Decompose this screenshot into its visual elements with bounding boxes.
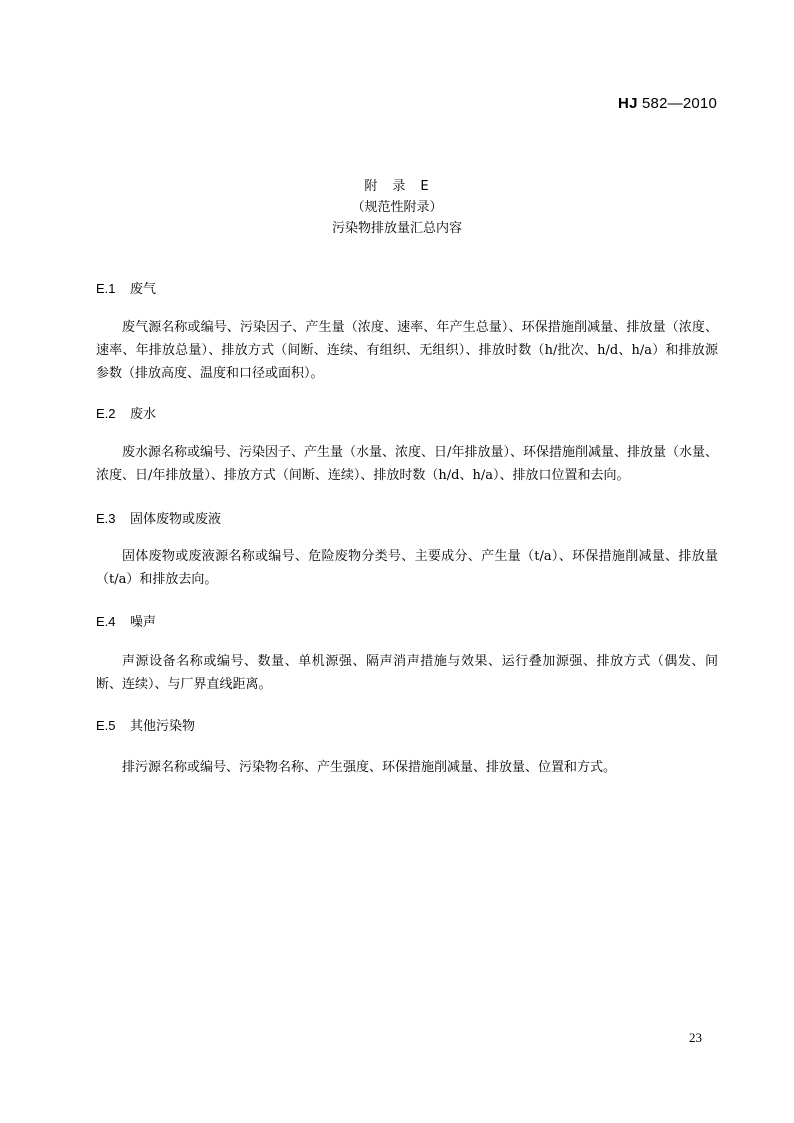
standard-number: 582—2010 — [642, 95, 717, 112]
page-number: 23 — [689, 1030, 702, 1045]
section-title: 其他污染物 — [130, 719, 196, 734]
appendix-letter: E — [420, 179, 430, 194]
section-paragraph-e5: 排污源名称或编号、污染物名称、产生强度、环保措施削减量、排放量、位置和方式。 — [122, 760, 617, 775]
section-number: E.4 — [96, 614, 116, 629]
section-title: 废气 — [130, 282, 157, 297]
section-heading-e4 — [96, 612, 156, 633]
standard-code: HJ — [618, 95, 638, 112]
document-code-header — [618, 95, 717, 112]
appendix-label-1: 附 — [364, 179, 379, 194]
section-title: 固体废物或废液 — [130, 512, 222, 527]
section-number: E.5 — [96, 718, 116, 733]
section-heading-e1 — [96, 279, 156, 300]
section-heading-e2 — [96, 404, 156, 425]
appendix-heading — [0, 176, 794, 239]
section-heading-e5 — [96, 716, 195, 737]
section-title: 废水 — [130, 407, 157, 422]
appendix-label-2: 录 — [392, 179, 407, 194]
appendix-title-line — [0, 176, 794, 197]
section-paragraph-e4: 声源设备名称或编号、数量、单机源强、隔声消声措施与效果、运行叠加源强、排放方式（偶发、间断、连续）、与厂界直线距离。 — [96, 654, 718, 692]
section-number: E.1 — [96, 281, 116, 296]
section-number: E.2 — [96, 406, 116, 421]
section-title: 噪声 — [130, 615, 157, 630]
appendix-title: 污染物排放量汇总内容 — [331, 221, 462, 236]
section-paragraph-e3: 固体废物或废液源名称或编号、危险废物分类号、主要成分、产生量（t/a）、环保措施削减量、排放量（t/a）和排放去向。 — [96, 549, 718, 587]
section-heading-e3 — [96, 509, 221, 530]
appendix-type: （规范性附录） — [351, 200, 443, 215]
section-paragraph-e2: 废水源名称或编号、污染因子、产生量（水量、浓度、日/年排放量）、环保措施削减量、排放量（水量、浓度、日/年排放量）、排放方式（间断、连续）、排放时数（h/d、h/a）、排放口位置和去向。 — [96, 445, 718, 483]
section-paragraph-e1: 废气源名称或编号、污染因子、产生量（浓度、速率、年产生总量）、环保措施削减量、排放量（浓度、速率、年排放总量）、排放方式（间断、连续、有组织、无组织）、排放时数（h/批次、h/d、h/a）和排放源参数（排放高度、温度和口径或面积）。 — [96, 320, 718, 381]
section-number: E.3 — [96, 511, 116, 526]
